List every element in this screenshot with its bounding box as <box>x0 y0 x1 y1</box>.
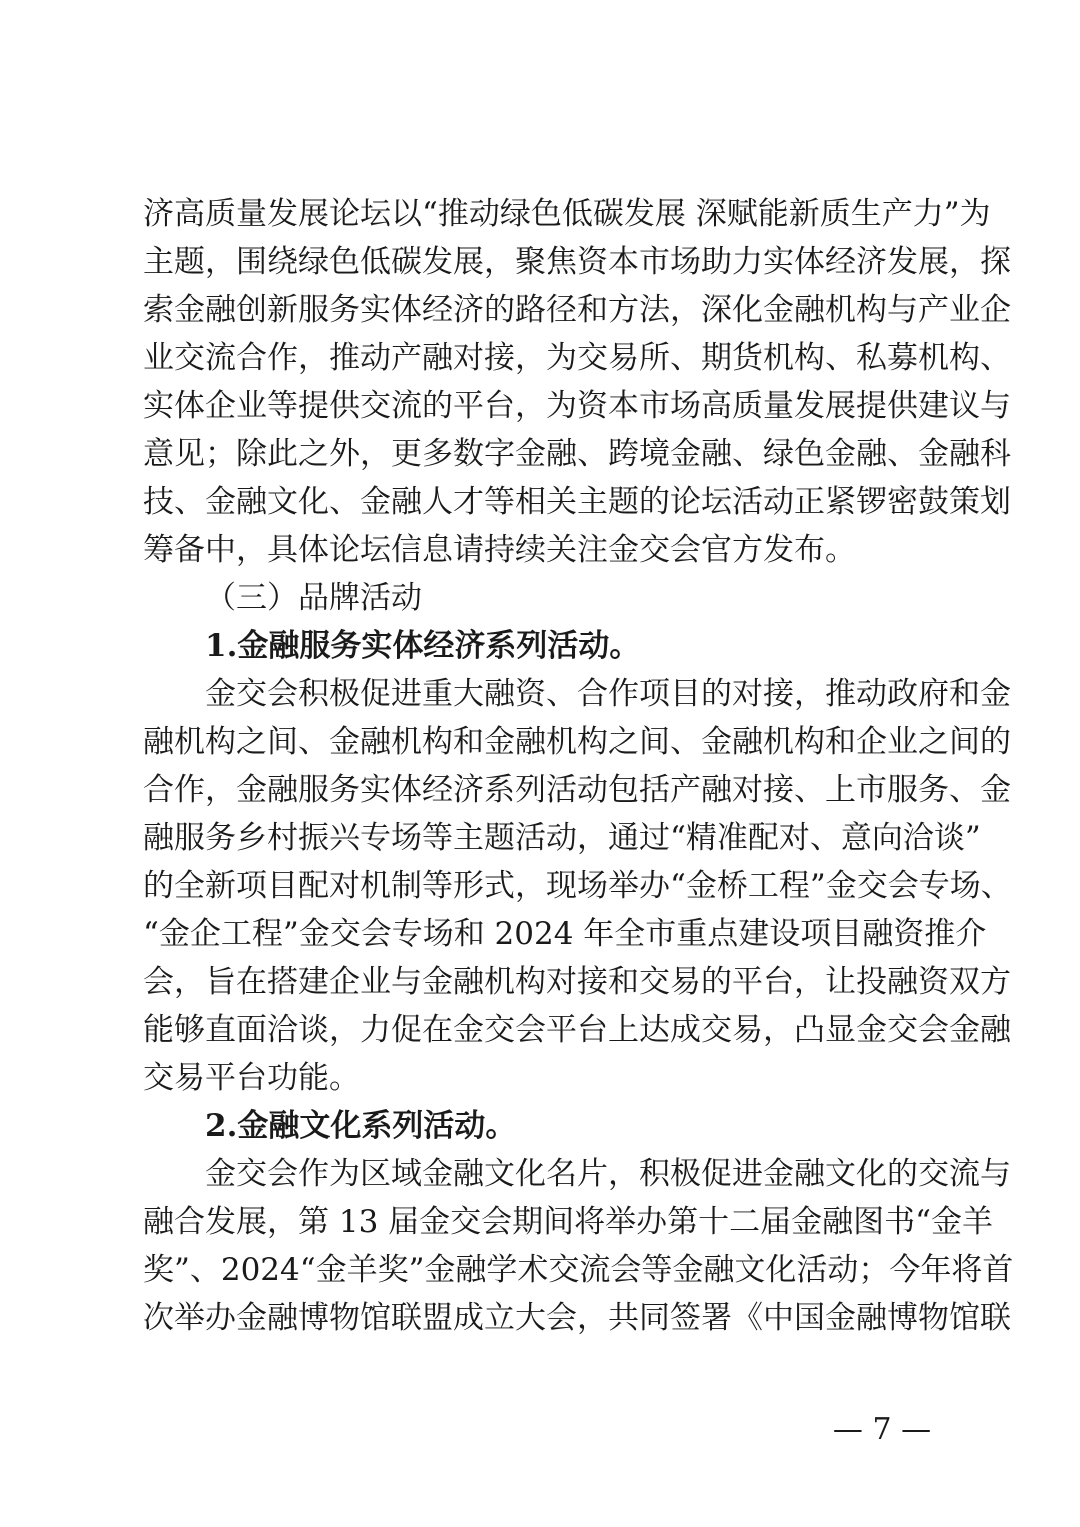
paragraph-1-line-8: 能够直面洽谈，力促在金交会平台上达成交易，凸显金交会金融 <box>143 1012 1011 1048</box>
body-line-6: 意见；除此之外，更多数字金融、跨境金融、绿色金融、金融科 <box>143 436 1011 472</box>
paragraph-1-line-4: 融服务乡村振兴专场等主题活动，通过“精准配对、意向洽谈” <box>143 820 981 856</box>
paragraph-1-line-9: 交易平台功能。 <box>143 1060 360 1096</box>
body-line-3: 索金融创新服务实体经济的路径和方法，深化金融机构与产业企 <box>143 292 1011 328</box>
paragraph-1-line-5: 的全新项目配对机制等形式，现场举办“金桥工程”金交会专场、 <box>143 868 1012 904</box>
body-line-4: 业交流合作，推动产融对接，为交易所、期货机构、私募机构、 <box>143 340 1011 376</box>
subsection-heading-2: 2.金融文化系列活动。 <box>205 1108 517 1144</box>
body-line-7: 技、金融文化、金融人才等相关主题的论坛活动正紧锣密鼓策划 <box>143 484 1011 520</box>
paragraph-1-line-7: 会，旨在搭建企业与金融机构对接和交易的平台，让投融资双方 <box>143 964 1011 1000</box>
paragraph-1-line-2: 融机构之间、金融机构和金融机构之间、金融机构和企业之间的 <box>143 724 1011 760</box>
page-number: — 7 — <box>832 1412 932 1447</box>
paragraph-2-line-3: 奖”、2024“金羊奖”金融学术交流会等金融文化活动；今年将首 <box>143 1252 1014 1288</box>
section-heading: （三）品牌活动 <box>205 580 422 616</box>
subsection-heading-1: 1.金融服务实体经济系列活动。 <box>205 628 641 664</box>
paragraph-1-line-1: 金交会积极促进重大融资、合作项目的对接，推动政府和金 <box>205 676 1011 712</box>
body-line-2: 主题，围绕绿色低碳发展，聚焦资本市场助力实体经济发展，探 <box>143 244 1011 280</box>
paragraph-1-line-3: 合作，金融服务实体经济系列活动包括产融对接、上市服务、金 <box>143 772 1011 808</box>
body-line-8: 筹备中，具体论坛信息请持续关注金交会官方发布。 <box>143 532 856 568</box>
body-line-1: 济高质量发展论坛以“推动绿色低碳发展 深赋能新质生产力”为 <box>143 196 991 232</box>
body-line-5: 实体企业等提供交流的平台，为资本市场高质量发展提供建议与 <box>143 388 1011 424</box>
paragraph-1-line-6: “金企工程”金交会专场和 2024 年全市重点建设项目融资推介 <box>143 916 987 952</box>
paragraph-2-line-4: 次举办金融博物馆联盟成立大会，共同签署《中国金融博物馆联 <box>143 1300 1011 1336</box>
paragraph-2-line-1: 金交会作为区域金融文化名片，积极促进金融文化的交流与 <box>205 1156 1011 1192</box>
paragraph-2-line-2: 融合发展，第 13 届金交会期间将举办第十二届金融图书“金羊 <box>143 1204 993 1240</box>
